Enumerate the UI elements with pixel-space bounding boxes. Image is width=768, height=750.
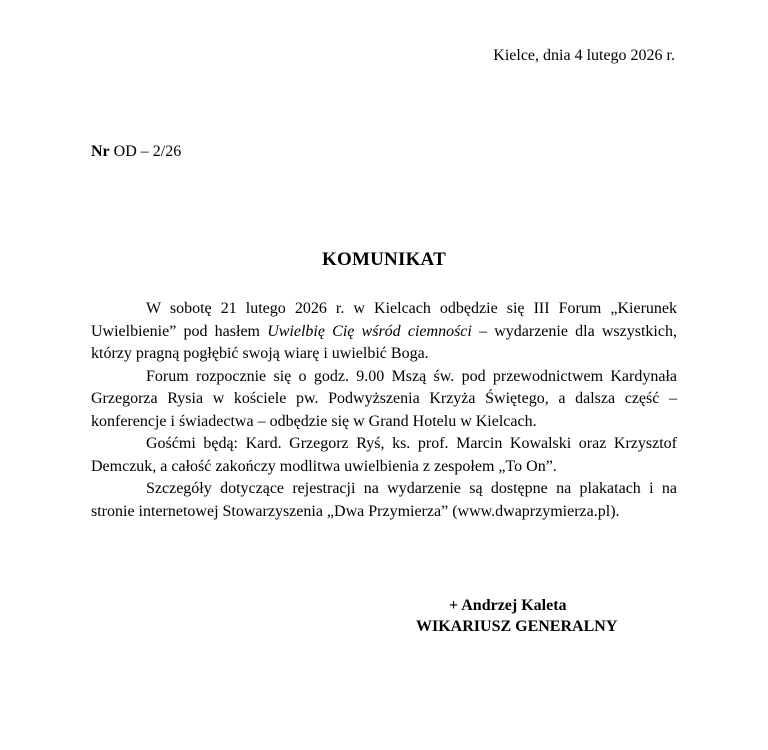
paragraph-4: Szczegóły dotyczące rejestracji na wydarzenie są dostępne na plakatach i na stronie internetowej Stowarzyszenia „Dwa Przymierza” (www.dwaprzymierza.pl). xyxy=(91,480,677,520)
document-title: KOMUNIKAT xyxy=(322,249,446,270)
signatory-role: WIKARIUSZ GENERALNY xyxy=(416,618,618,635)
paragraph-3: Gośćmi będą: Kard. Grzegorz Ryś, ks. prof. Marcin Kowalski oraz Krzysztof Demczuk, a całość zakończy modlitwa uwielbienia z zespołem „To On”. xyxy=(91,435,677,475)
signatory-name: + Andrzej Kaleta xyxy=(449,597,567,614)
paragraph-2: Forum rozpocznie się o godz. 9.00 Mszą św. pod przewodnictwem Kardynała Grzegorza Rysia w kościele pw. Podwyższenia Krzyża Świętego, a dalsza część – konferencje i świadectwa – odbędzie się w Grand Hotelu w Kielcach. xyxy=(91,367,677,430)
forum-motto: Uwielbię Cię wśród ciemności xyxy=(267,322,472,340)
signature-block xyxy=(416,595,617,637)
paragraph-1-end: – wydarzenie dla wszystkich, którzy pragną pogłębić swoją wiarę i uwielbić Boga. xyxy=(91,322,677,362)
paragraph-1 xyxy=(91,298,677,366)
paragraph-1-start: W sobotę 21 lutego 2026 r. w Kielcach odbędzie się III Forum „Kierunek Uwielbienie” pod hasłem xyxy=(91,300,677,340)
document-body xyxy=(91,298,677,523)
reference-number xyxy=(91,142,181,162)
reference-value: OD – 2/26 xyxy=(113,143,182,160)
reference-label: Nr xyxy=(91,143,110,160)
document-date: Kielce, dnia 4 lutego 2026 r. xyxy=(493,47,675,64)
